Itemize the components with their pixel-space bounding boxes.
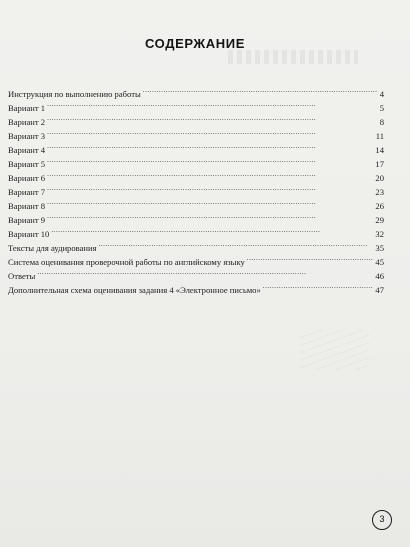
bleed-through-mark xyxy=(228,50,358,64)
toc-entry-label: Вариант 2 xyxy=(8,117,46,127)
toc-entry-label: Вариант 8 xyxy=(8,201,46,211)
toc-dot-leader xyxy=(47,195,373,209)
toc-dot-leader xyxy=(263,279,374,293)
toc-entry-label: Вариант 3 xyxy=(8,131,46,141)
toc-entry[interactable] xyxy=(8,125,384,139)
toc-entry-label: Ответы xyxy=(8,271,36,281)
toc-entry-page: 14 xyxy=(375,145,384,155)
page-title: СОДЕРЖАНИЕ xyxy=(145,36,245,51)
toc-entry[interactable] xyxy=(8,181,384,195)
bleed-through-mark xyxy=(300,330,370,370)
toc-entry[interactable] xyxy=(8,209,384,223)
toc-dot-leader xyxy=(47,181,373,195)
toc-entry-label: Дополнительная схема оценивания задания 4 «Электронное письмо» xyxy=(8,285,261,295)
toc-dot-leader xyxy=(47,125,374,139)
page-number-badge: 3 xyxy=(372,510,392,530)
toc-dot-leader xyxy=(47,97,378,111)
toc-entry[interactable] xyxy=(8,83,384,97)
toc-entry-label: Вариант 7 xyxy=(8,187,46,197)
toc-dot-leader xyxy=(47,153,373,167)
toc-dot-leader xyxy=(37,265,373,279)
toc-entry-page: 46 xyxy=(375,271,384,281)
toc-entry[interactable] xyxy=(8,279,384,293)
toc-entry[interactable] xyxy=(8,237,384,251)
toc-entry-label: Вариант 6 xyxy=(8,173,46,183)
toc-dot-leader xyxy=(47,167,373,181)
toc-dot-leader xyxy=(99,237,374,251)
toc-entry-page: 11 xyxy=(375,131,384,141)
toc-entry[interactable] xyxy=(8,111,384,125)
toc-entry[interactable] xyxy=(8,223,384,237)
toc-entry-label: Вариант 4 xyxy=(8,145,46,155)
toc-entry[interactable] xyxy=(8,153,384,167)
toc-dot-leader xyxy=(143,83,378,97)
toc-entry-label: Вариант 5 xyxy=(8,159,46,169)
toc-dot-leader xyxy=(47,139,373,153)
toc-entry[interactable] xyxy=(8,265,384,279)
toc-entry-label: Вариант 1 xyxy=(8,103,46,113)
toc-entry-page: 47 xyxy=(375,285,384,295)
toc-dot-leader xyxy=(51,223,373,237)
toc-entry-label: Вариант 9 xyxy=(8,215,46,225)
toc-entry-page: 20 xyxy=(375,173,384,183)
toc-entry[interactable] xyxy=(8,167,384,181)
toc-dot-leader xyxy=(247,251,374,265)
toc-entry-page: 8 xyxy=(379,117,384,127)
toc-entry-page: 45 xyxy=(375,257,384,267)
toc-entry-page: 35 xyxy=(375,243,384,253)
toc-entry[interactable] xyxy=(8,139,384,153)
toc-entry[interactable] xyxy=(8,97,384,111)
toc-entry[interactable] xyxy=(8,195,384,209)
toc-entry-page: 5 xyxy=(379,103,384,113)
toc-entry-page: 32 xyxy=(375,229,384,239)
toc-entry-label: Система оценивания проверочной работы по английскому языку xyxy=(8,257,245,267)
toc-entry[interactable] xyxy=(8,251,384,265)
toc-entry-label: Тексты для аудирования xyxy=(8,243,97,253)
toc-entry-label: Инструкция по выполнению работы xyxy=(8,89,141,99)
toc-dot-leader xyxy=(47,111,378,125)
toc-entry-page: 4 xyxy=(379,89,384,99)
toc-entry-page: 23 xyxy=(375,187,384,197)
toc-dot-leader xyxy=(47,209,373,223)
toc-entry-label: Вариант 10 xyxy=(8,229,50,239)
toc-entry-page: 26 xyxy=(375,201,384,211)
toc-entry-page: 17 xyxy=(375,159,384,169)
toc-entry-page: 29 xyxy=(375,215,384,225)
